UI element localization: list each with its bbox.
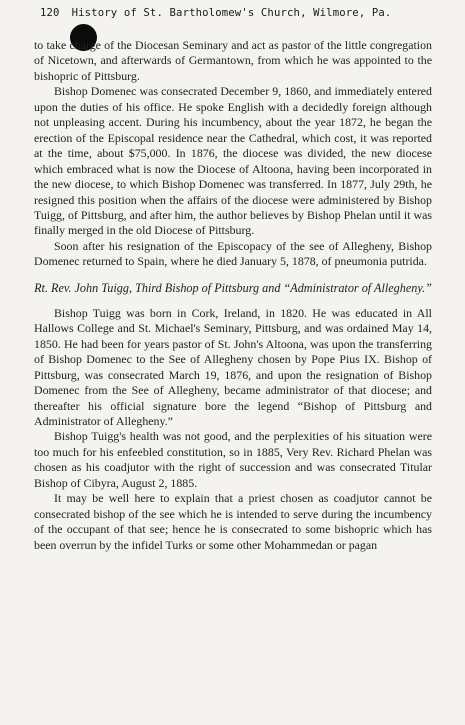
paragraph-tuigg-health: Bishop Tuigg's health was not good, and the perplexities of his situation were too much for his enfeebled constitution, so in 1885, Very Rev. Richard Phelan was chosen as his coadjutor with the right of succession and was consecrated Titular Bishop of Cibyra, August 2, 1885.	[34, 429, 432, 490]
paragraph-tuigg-biography: Bishop Tuigg was born in Cork, Ireland, in 1820. He was educated in All Hallows College and St. Michael's Seminary, Pittsburg, and was ordained May 14, 1850. He had been for years pastor of St. John's Altoona, was upon the transferring of Bishop Domenec to the See of Allegheny chosen by Pope Pius IX. Bishop of Pittsburg, was consecrated March 19, 1876, and upon the resignation of Bishop Domenec from the See of Allegheny, became administrator of that diocese; and thereafter his official signature bore the legend “Bishop of Pittsburg and Administrator of Allegheny.”	[34, 305, 432, 428]
paragraph-domenec-return: Soon after his resignation of the Episcopacy of the see of Allegheny, Bishop Domenec returned to Spain, where he died January 5, 1878, of pneumonia putrida.	[34, 238, 432, 269]
page-body	[34, 38, 432, 553]
page-number: 120	[40, 7, 60, 19]
running-title: History of St. Bartholomew's Church, Wilmore, Pa.	[71, 7, 392, 19]
paragraph-domenec-consecration: Bishop Domenec was consecrated December 9, 1860, and immediately entered upon the duties of his office. He spoke English with a decidedly foreign although not unpleasing accent. During his incumbency, about the year 1872, he began the erection of the Episcopal residence near the Cathedral, which cost, it was reported at the time, about $75,000. In 1876, the diocese was divided, the new diocese which embraced what is now the Diocese of Altoona, having been incorporated in the new diocese, to which Bishop Domenec was transferred. In 1877, July 29th, he resigned this position when the affairs of the diocese were administered by Bishop Tuigg, of Pittsburg, and after him, the author believes by Bishop Phelan until it was finally merged in the old Diocese of Pittsburg.	[34, 84, 432, 238]
paragraph-continuation: to take charge of the Diocesan Seminary and act as pastor of the little congregation of Nicetown, and afterwards of Germantown, from which he was appointed to the bishopric of Pittsburg.	[34, 38, 432, 83]
paragraph-coadjutor-explanation: It may be well here to explain that a priest chosen as coadjutor cannot be consecrated bishop of the see which he is intended to serve during the incumbency of the occupant of that see; hence he is consecrated to some bishopric which has been overrun by the infidel Turks or some other Mohammedan or pagan	[34, 491, 432, 552]
section-title: Rt. Rev. John Tuigg, Third Bishop of Pittsburg and “Administrator of Allegheny.”	[34, 280, 432, 295]
running-header	[40, 7, 391, 19]
